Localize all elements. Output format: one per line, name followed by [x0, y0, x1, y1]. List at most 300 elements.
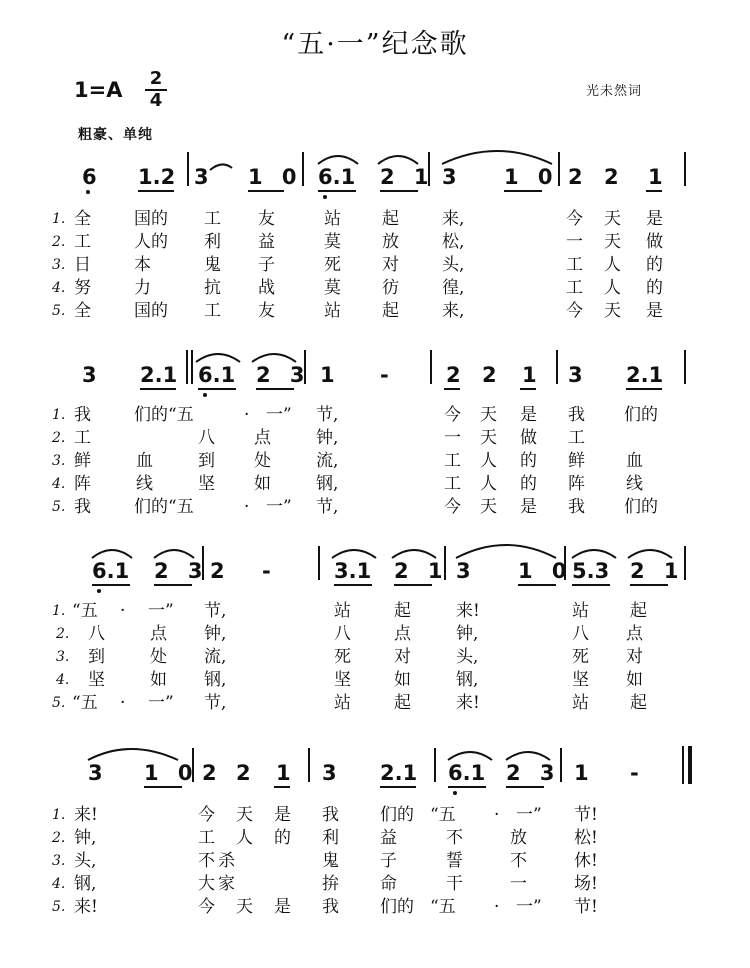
lyric: 友 — [258, 301, 275, 321]
lyric: 的 — [646, 255, 663, 275]
note: 6.1 — [318, 165, 356, 189]
lyric: 如 — [150, 670, 167, 690]
lyric: 来! — [456, 693, 480, 713]
verse-row — [0, 404, 750, 426]
lyric: 处 — [150, 647, 167, 667]
barline — [564, 546, 566, 580]
lyric: 如 — [254, 474, 271, 494]
note: 6.1 — [92, 559, 130, 583]
verse-number: 4. — [52, 280, 66, 296]
lyric: 八 — [572, 624, 589, 644]
lyric: 工 — [204, 301, 221, 321]
lyric: 钢, — [316, 474, 339, 494]
note: 1.2 — [138, 165, 176, 189]
lyric: 是 — [274, 897, 291, 917]
lyric: 利 — [322, 828, 339, 848]
lyric: 我 — [568, 497, 585, 517]
lyric: 子 — [258, 255, 275, 275]
note: 2 — [210, 559, 225, 583]
lyric: 线 — [626, 474, 643, 494]
lyric: 莫 — [324, 278, 341, 298]
note: 3 — [322, 761, 337, 785]
lyric: 的 — [274, 828, 291, 848]
lyric: 节, — [204, 601, 227, 621]
lyric: 今 — [198, 897, 215, 917]
note: 1 — [522, 363, 537, 387]
note: 3 — [456, 559, 471, 583]
note: - — [630, 761, 639, 785]
lyric: 一 — [510, 874, 527, 894]
lyric: · — [494, 897, 500, 917]
lyric: 八 — [198, 428, 215, 448]
lyric: 来, — [442, 301, 465, 321]
verse-number: 2. — [52, 430, 66, 446]
lyric: 日 — [74, 255, 91, 275]
verse-number: 3. — [52, 453, 66, 469]
lyric: 是 — [274, 805, 291, 825]
note: 2 — [604, 165, 619, 189]
underline — [92, 584, 130, 586]
lyric: 全 — [74, 209, 91, 229]
final-barline-thin — [682, 746, 684, 784]
lyric: 人 — [604, 278, 621, 298]
verse-number: 1. — [52, 807, 66, 823]
verse-number: 2. — [52, 830, 66, 846]
barline — [556, 350, 558, 384]
lyric: 天 — [480, 405, 497, 425]
lyric: 人的 — [134, 232, 168, 252]
lyric: 益 — [258, 232, 275, 252]
verse-row — [0, 873, 750, 895]
barline — [318, 546, 320, 580]
note: 1 — [574, 761, 589, 785]
lyric: 大 — [198, 874, 215, 894]
lyric: 八 — [88, 624, 105, 644]
slur — [88, 749, 178, 760]
time-signature-top: 2 — [149, 68, 163, 89]
note: 1 — [320, 363, 335, 387]
note: 3 — [194, 165, 209, 189]
lyric: 的 — [646, 278, 663, 298]
lyric: “五 — [430, 897, 456, 917]
note: 1 0 — [248, 165, 303, 189]
lyric: 头, — [442, 255, 465, 275]
lyric: 线 — [136, 474, 153, 494]
lyric: 坚 — [572, 670, 589, 690]
barline — [304, 350, 306, 384]
lyric: 鬼 — [322, 851, 339, 871]
lyric: 天 — [604, 232, 621, 252]
barline — [560, 748, 562, 782]
lyric: 天 — [236, 897, 253, 917]
lyric: · — [244, 405, 250, 425]
lyric: 国的 — [134, 209, 168, 229]
lyric: 节, — [316, 497, 339, 517]
lyric: 来! — [74, 897, 98, 917]
lyric: 死 — [334, 647, 351, 667]
lyric: 工 — [204, 209, 221, 229]
verse-number: 5. — [52, 899, 66, 915]
lyric: 坚 — [334, 670, 351, 690]
lyric: “五 — [430, 805, 456, 825]
lyric: 我 — [568, 405, 585, 425]
lyric: 天 — [604, 301, 621, 321]
lyric: 起 — [382, 209, 399, 229]
lyric: 们的 — [380, 805, 414, 825]
slur — [442, 151, 552, 164]
verse-row — [0, 850, 750, 872]
note: 3 — [88, 761, 103, 785]
lyric: 工 — [566, 255, 583, 275]
lyric: · — [120, 693, 126, 713]
lyric: 今 — [198, 805, 215, 825]
lyricist-credit: 光未然词 — [586, 84, 643, 99]
underline — [380, 786, 416, 788]
note: 2 3 — [154, 559, 209, 583]
note: 2 1 — [630, 559, 685, 583]
underline — [394, 584, 432, 586]
lyric: 今 — [566, 301, 583, 321]
lyric: · — [244, 497, 250, 517]
lyric: 我 — [74, 405, 91, 425]
slur — [456, 545, 556, 558]
verse-number: 3. — [52, 257, 66, 273]
underline — [448, 786, 486, 788]
barline — [192, 748, 194, 782]
octave-dot — [323, 195, 327, 199]
note: 2 — [446, 363, 461, 387]
note: - — [262, 559, 271, 583]
lyric: 放 — [382, 232, 399, 252]
lyric: 起 — [394, 601, 411, 621]
verse-row — [0, 827, 750, 849]
lyric: 工 — [74, 232, 91, 252]
lyric: 不 — [446, 828, 463, 848]
lyric: 一” — [148, 693, 174, 713]
underline — [572, 584, 610, 586]
slur — [506, 752, 550, 760]
note: 2 — [568, 165, 583, 189]
song-title: “五·一”纪念歌 — [281, 29, 469, 60]
note: 2 1 — [380, 165, 435, 189]
lyric: 节! — [574, 805, 598, 825]
barline — [558, 152, 560, 186]
note: 1 0 — [518, 559, 573, 583]
verse-row — [0, 208, 750, 230]
slur — [154, 550, 194, 558]
lyric: 誓 — [446, 851, 463, 871]
lyric: 天 — [480, 497, 497, 517]
slur — [92, 550, 132, 558]
underline — [274, 786, 290, 788]
lyric: 点 — [626, 624, 643, 644]
lyric: 来, — [442, 209, 465, 229]
barline — [684, 152, 686, 186]
underline — [630, 584, 668, 586]
lyric: 天 — [480, 428, 497, 448]
note: 3.1 — [334, 559, 372, 583]
verse-row — [0, 300, 750, 322]
note: 2 — [482, 363, 497, 387]
note: 2.1 — [140, 363, 178, 387]
lyric: 莫 — [324, 232, 341, 252]
verse-row — [0, 277, 750, 299]
barline — [308, 748, 310, 782]
lyric: 国的 — [134, 301, 168, 321]
underline — [144, 786, 182, 788]
lyric: 血 — [136, 451, 153, 471]
lyric: 起 — [382, 301, 399, 321]
octave-dot — [453, 791, 457, 795]
underline — [318, 190, 356, 192]
lyric: 做 — [646, 232, 663, 252]
lyric: 是 — [520, 405, 537, 425]
lyric: 力 — [134, 278, 151, 298]
lyric: 我 — [74, 497, 91, 517]
lyric: 家 — [218, 874, 235, 894]
verse-row — [0, 600, 750, 622]
verse-number: 1. — [52, 407, 66, 423]
lyric: 对 — [626, 647, 643, 667]
underline — [334, 584, 372, 586]
lyric: 们的“五 — [134, 497, 194, 517]
note: 2 — [202, 761, 217, 785]
lyric: 坚 — [88, 670, 105, 690]
lyric: 做 — [520, 428, 537, 448]
verse-row — [0, 231, 750, 253]
note: 3 — [568, 363, 583, 387]
lyric: 休! — [574, 851, 598, 871]
lyric: 的 — [520, 451, 537, 471]
underline — [154, 584, 192, 586]
barline — [684, 350, 686, 384]
lyric: 人 — [236, 828, 253, 848]
slur — [378, 156, 418, 164]
note: 2 3 — [506, 761, 561, 785]
lyric: 一” — [266, 497, 292, 517]
note: - — [380, 363, 389, 387]
verse-number: 3. — [52, 853, 66, 869]
note: 3 — [82, 363, 97, 387]
verse-number: 1. — [52, 211, 66, 227]
lyric: 站 — [324, 209, 341, 229]
lyric: “五 — [72, 601, 98, 621]
lyric: 对 — [382, 255, 399, 275]
lyric: 们的 — [624, 405, 658, 425]
lyric: 一” — [148, 601, 174, 621]
lyric: 今 — [566, 209, 583, 229]
lyric: 鲜 — [568, 451, 585, 471]
verse-row — [0, 669, 750, 691]
note: 1 0 — [504, 165, 559, 189]
lyric: 人 — [480, 474, 497, 494]
slur — [392, 550, 436, 558]
lyric: 们的 — [380, 897, 414, 917]
lyric: 益 — [380, 828, 397, 848]
slur — [448, 752, 492, 760]
lyric: 友 — [258, 209, 275, 229]
underline — [626, 388, 662, 390]
verse-row — [0, 623, 750, 645]
slur — [332, 550, 376, 558]
lyric: 起 — [630, 693, 647, 713]
verse-number: 4. — [52, 876, 66, 892]
note: 6 — [82, 165, 97, 189]
lyric: 今 — [444, 405, 461, 425]
underline — [380, 190, 418, 192]
verse-row — [0, 646, 750, 668]
underline — [198, 388, 236, 390]
barline — [684, 546, 686, 580]
lyric: 起 — [394, 693, 411, 713]
lyric: 一” — [516, 805, 542, 825]
barline — [430, 350, 432, 384]
lyric: 场! — [574, 874, 598, 894]
lyric: 血 — [626, 451, 643, 471]
lyric: 天 — [236, 805, 253, 825]
lyric: 点 — [394, 624, 411, 644]
lyric: 是 — [646, 301, 663, 321]
verse-row — [0, 254, 750, 276]
barline — [428, 152, 430, 186]
lyric: 钟, — [204, 624, 227, 644]
lyric: 一 — [444, 428, 461, 448]
lyric: 流, — [204, 647, 227, 667]
verse-number: 4. — [56, 672, 70, 688]
lyric: 一” — [516, 897, 542, 917]
verse-number: 2. — [56, 626, 70, 642]
lyric: 流, — [316, 451, 339, 471]
lyric: 节! — [574, 897, 598, 917]
note: 2 3 — [256, 363, 311, 387]
lyric: 站 — [572, 693, 589, 713]
lyric: 我 — [322, 805, 339, 825]
lyric: 阵 — [568, 474, 585, 494]
lyric: 子 — [380, 851, 397, 871]
lyric: 松, — [442, 232, 465, 252]
verse-row — [0, 896, 750, 918]
lyric: 放 — [510, 828, 527, 848]
lyric: 一” — [266, 405, 292, 425]
underline — [248, 190, 284, 192]
lyric: 的 — [520, 474, 537, 494]
lyric: 松! — [574, 828, 598, 848]
verse-number: 5. — [52, 303, 66, 319]
lyric: 不 — [198, 851, 215, 871]
lyric: 钢, — [74, 874, 97, 894]
lyric: “五 — [72, 693, 98, 713]
underline — [506, 786, 544, 788]
slur — [572, 550, 616, 558]
lyric: 抗 — [204, 278, 221, 298]
note: 6.1 — [198, 363, 236, 387]
note: 2 1 — [394, 559, 449, 583]
note: 5.3 — [572, 559, 610, 583]
lyric: 工 — [198, 828, 215, 848]
verse-number: 1. — [52, 603, 66, 619]
lyric: 本 — [134, 255, 151, 275]
time-signature-bottom: 4 — [149, 90, 163, 111]
lyric: 站 — [334, 693, 351, 713]
barline — [434, 748, 436, 782]
lyric: 头, — [456, 647, 479, 667]
lyric: 钢, — [204, 670, 227, 690]
lyric: 们的 — [624, 497, 658, 517]
lyric: 天 — [604, 209, 621, 229]
underline — [444, 388, 460, 390]
lyric: 徨, — [442, 278, 465, 298]
lyric: 对 — [394, 647, 411, 667]
barline — [187, 152, 189, 186]
lyric: 节, — [204, 693, 227, 713]
lyric: 命 — [380, 874, 397, 894]
lyric: 节, — [316, 405, 339, 425]
barline — [202, 546, 204, 580]
lyric: 到 — [198, 451, 215, 471]
note: 2.1 — [626, 363, 664, 387]
lyric: 点 — [150, 624, 167, 644]
lyric: 站 — [324, 301, 341, 321]
slur — [252, 354, 296, 362]
lyric: 干 — [446, 874, 463, 894]
note: 3 — [442, 165, 457, 189]
lyric: 如 — [394, 670, 411, 690]
lyric: 死 — [324, 255, 341, 275]
lyric: 我 — [322, 897, 339, 917]
lyric: 彷 — [382, 278, 399, 298]
slur — [210, 164, 232, 170]
octave-dot — [203, 393, 207, 397]
lyric: 全 — [74, 301, 91, 321]
underline — [518, 584, 556, 586]
lyric: 利 — [204, 232, 221, 252]
barline — [191, 350, 193, 384]
lyric: 战 — [258, 278, 275, 298]
underline — [520, 388, 536, 390]
lyric: 钢, — [456, 670, 479, 690]
lyric: 工 — [74, 428, 91, 448]
verse-row — [0, 804, 750, 826]
lyric: 人 — [480, 451, 497, 471]
lyric: 是 — [520, 497, 537, 517]
lyric: 努 — [74, 278, 91, 298]
note: 1 — [648, 165, 663, 189]
verse-number: 5. — [52, 695, 66, 711]
lyric: 头, — [74, 851, 97, 871]
lyric: 到 — [88, 647, 105, 667]
lyric: 处 — [254, 451, 271, 471]
underline — [504, 190, 542, 192]
verse-row — [0, 473, 750, 495]
barline — [302, 152, 304, 186]
lyric: 如 — [626, 670, 643, 690]
lyric: 阵 — [74, 474, 91, 494]
slur — [318, 156, 358, 164]
key-signature: 1=A — [74, 78, 123, 102]
slur — [628, 550, 672, 558]
lyric: 人 — [604, 255, 621, 275]
note: 1 — [276, 761, 291, 785]
lyric: · — [494, 805, 500, 825]
note: 2 — [236, 761, 251, 785]
lyric: 坚 — [198, 474, 215, 494]
lyric: 们的“五 — [134, 405, 194, 425]
lyric: 鲜 — [74, 451, 91, 471]
lyric: 死 — [572, 647, 589, 667]
lyric: 是 — [646, 209, 663, 229]
lyric: 钟, — [316, 428, 339, 448]
verse-number: 5. — [52, 499, 66, 515]
